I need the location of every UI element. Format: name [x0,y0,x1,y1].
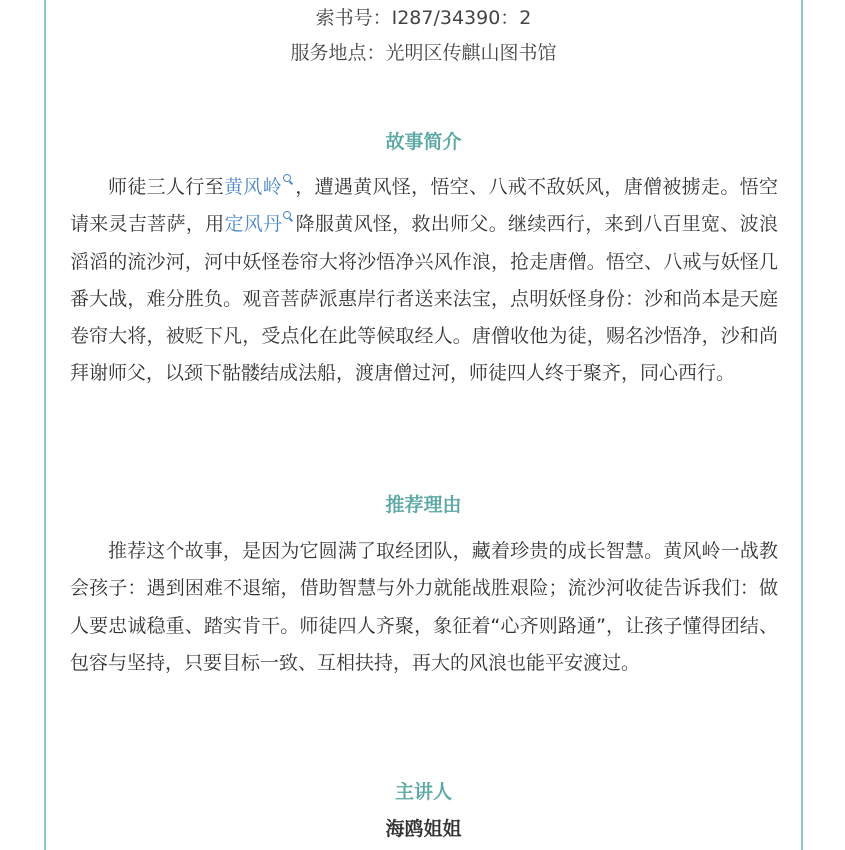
speaker-name: 海鸥姐姐 [385,818,462,840]
story-text-1: 师徒三人行至 [108,176,224,198]
story-section-title: 故事简介 [385,131,462,153]
story-paragraph [70,169,778,393]
huangfengling-link[interactable]: 黄风岭 [223,176,282,198]
speaker-section-title: 主讲人 [394,781,452,803]
search-icon[interactable] [283,174,293,186]
reason-paragraph: 推荐这个故事，是因为它圆满了取经团队，藏着珍贵的成长智慧。黄风岭一战教会孩子：遇到困难不退缩，借助智慧与外力就能战胜艰险；流沙河收徒告诉我们：做人要忠诚稳重、踏实肯干。师徒四人齐聚，象征着“心齐则路通”，让孩子懂得团结、包容与坚持，只要目标一致、互相扶持，再大的风浪也能平安渡过。 [70,540,778,674]
call-number: 索书号：I287/34390：2 [315,7,532,29]
reason-section-title: 推荐理由 [385,494,462,516]
dingfengdan-link[interactable]: 定风丹 [224,213,283,236]
story-text-3: 降服黄风怪，救出师父。继续西行，来到八百里宽、波浪滔滔的流沙河，河中妖怪卷帘大将沙悟净兴风作浪，抢走唐僧。悟空、八戒与妖怪几番大战，难分胜负。观音菩萨派惠岸行者送来法宝，点明妖怪身份：沙和尚本是天庭卷帘大将，被贬下凡，受点化在此等候取经人。唐僧收他为徒，赐名沙悟净，沙和尚拜谢师父，以颈下骷髅结成法船，渡唐僧过河，师徒四人终于聚齐，同心西行。 [70,213,778,385]
story-text-2: ，遭遇黄风怪，悟空、八戒不敌妖风，唐僧被掳走。悟空请来灵吉菩萨，用 [70,176,778,236]
search-icon[interactable] [283,211,293,223]
right-border-line [801,0,803,850]
service-location: 服务地点：光明区传麒山图书馆 [290,42,557,64]
